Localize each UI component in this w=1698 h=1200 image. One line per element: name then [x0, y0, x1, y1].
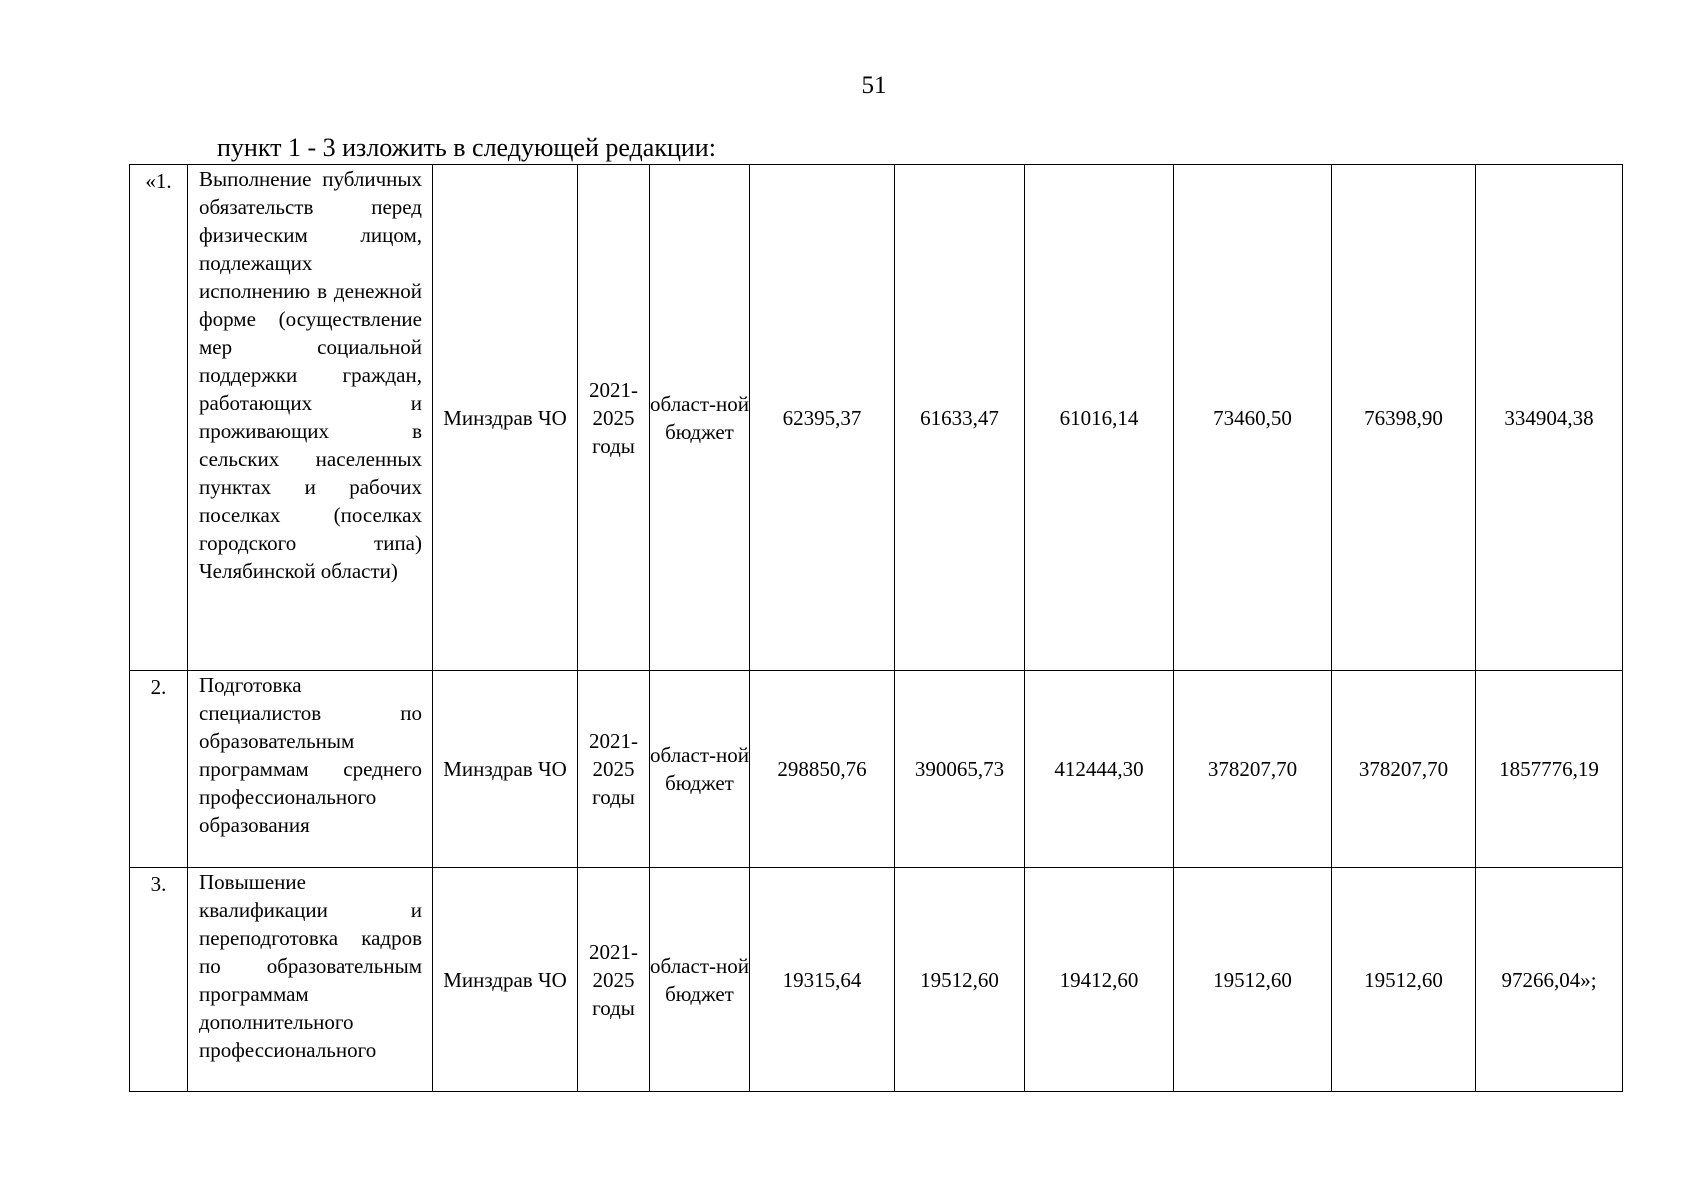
measure-name: Повышение квалификации и переподготовка кадров по образовательным программам дополнительного профессионального — [188, 868, 433, 1092]
value-cell: 378207,70 — [1332, 671, 1476, 868]
total-cell: 97266,04»; — [1476, 868, 1623, 1092]
table-row — [130, 165, 1623, 671]
value-cell: 19512,60 — [895, 868, 1025, 1092]
period: 2021-2025 годы — [578, 671, 650, 868]
row-number: 2. — [130, 671, 188, 868]
value-cell: 19512,60 — [1332, 868, 1476, 1092]
value-cell: 62395,37 — [750, 165, 895, 671]
funding-source: област-ной бюджет — [650, 165, 750, 671]
total-cell: 334904,38 — [1476, 165, 1623, 671]
row-number: «1. — [130, 165, 188, 671]
value-cell: 19412,60 — [1025, 868, 1174, 1092]
value-cell: 19315,64 — [750, 868, 895, 1092]
total-cell: 1857776,19 — [1476, 671, 1623, 868]
executor: Минздрав ЧО — [433, 165, 578, 671]
measures-table — [129, 164, 1623, 1092]
value-cell: 390065,73 — [895, 671, 1025, 868]
measure-name: Подготовка специалистов по образовательным программам среднего профессионального образования — [188, 671, 433, 868]
funding-source: област-ной бюджет — [650, 868, 750, 1092]
measure-name: Выполнение публичных обязательств перед физическим лицом, подлежащих исполнению в денежной форме (осуществление мер социальной поддержки граждан, работающих и проживающих в сельских населенных пунктах и рабочих поселках (поселках городского типа) Челябинской области) — [188, 165, 433, 671]
value-cell: 19512,60 — [1174, 868, 1332, 1092]
funding-source: област-ной бюджет — [650, 671, 750, 868]
value-cell: 73460,50 — [1174, 165, 1332, 671]
period: 2021-2025 годы — [578, 165, 650, 671]
value-cell: 412444,30 — [1025, 671, 1174, 868]
value-cell: 61633,47 — [895, 165, 1025, 671]
value-cell: 378207,70 — [1174, 671, 1332, 868]
executor: Минздрав ЧО — [433, 671, 578, 868]
page-number: 51 — [861, 72, 887, 99]
value-cell: 76398,90 — [1332, 165, 1476, 671]
intro-text: пункт 1 - 3 изложить в следующей редакции: — [217, 133, 716, 162]
table-row — [130, 868, 1623, 1092]
executor: Минздрав ЧО — [433, 868, 578, 1092]
value-cell: 298850,76 — [750, 671, 895, 868]
period: 2021-2025 годы — [578, 868, 650, 1092]
table-row — [130, 671, 1623, 868]
value-cell: 61016,14 — [1025, 165, 1174, 671]
row-number: 3. — [130, 868, 188, 1092]
